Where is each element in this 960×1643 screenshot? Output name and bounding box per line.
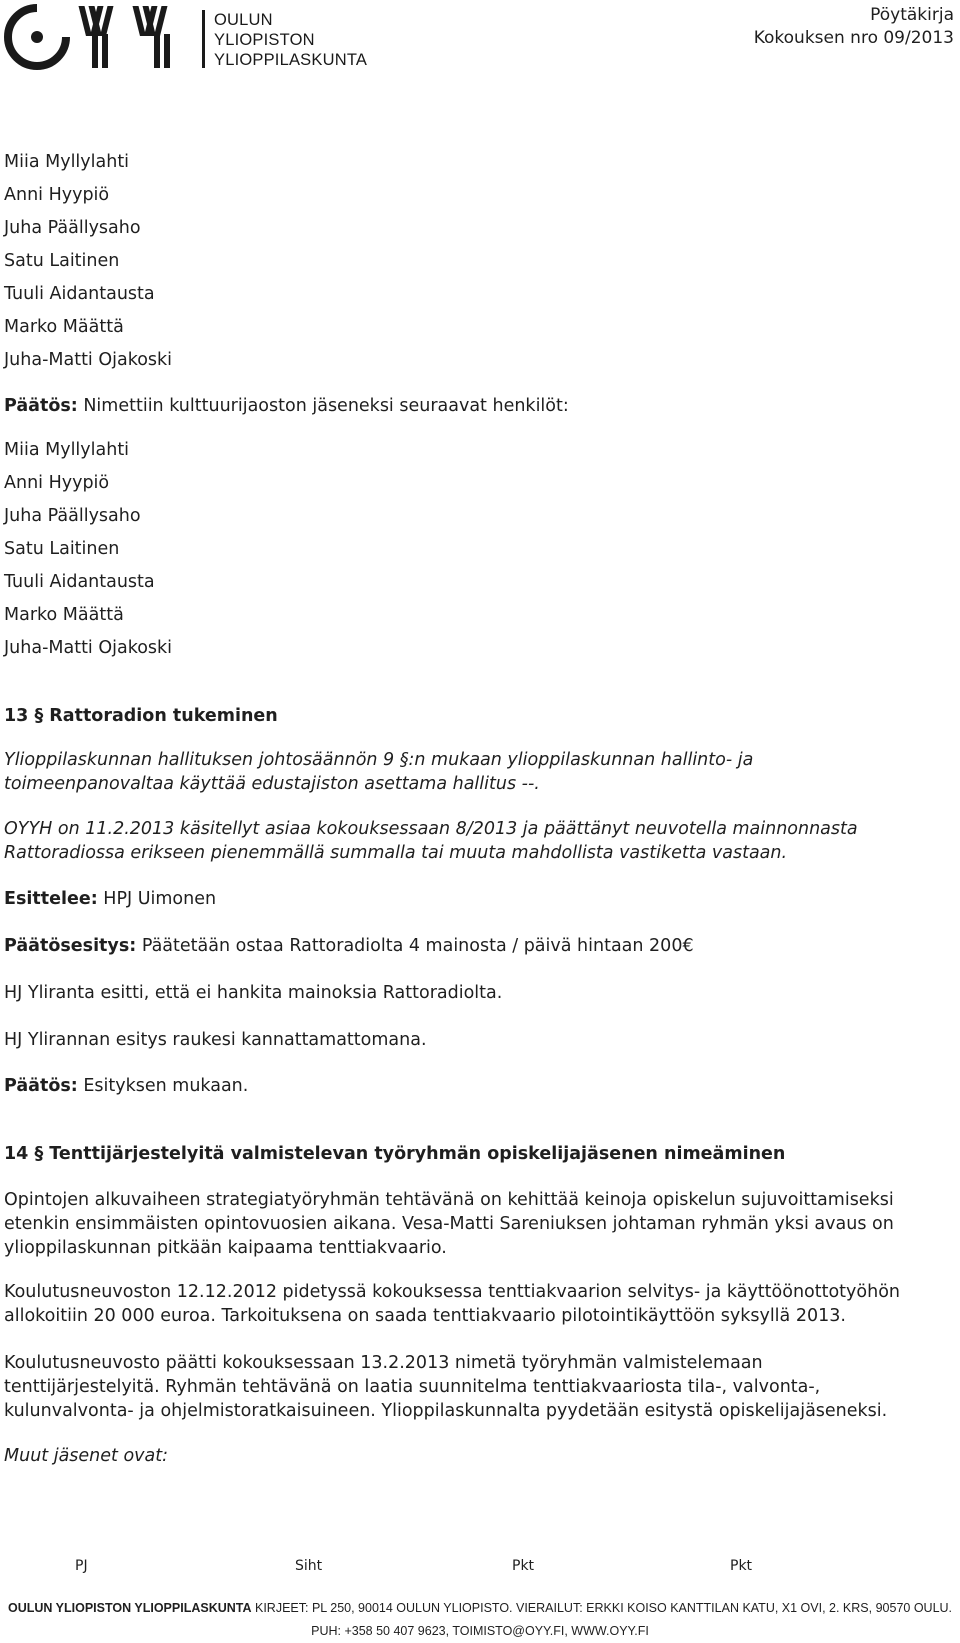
signature-siht: Siht (295, 1558, 323, 1574)
signature-pkt: Pkt (512, 1558, 535, 1574)
logo-divider (202, 10, 205, 68)
section-14-others: Muut jäsenet ovat: (4, 1446, 169, 1466)
list-item: Juha Päällysaho (4, 506, 141, 526)
list-item: Juha-Matti Ojakoski (4, 638, 173, 658)
decision-text: Nimettiin kulttuurijaoston jäseneksi seuraavat henkilöt: (77, 396, 569, 416)
list-item: Anni Hyypiö (4, 185, 110, 205)
list-item: Juha Päällysaho (4, 218, 141, 238)
section-14-para3-line: kulunvalvonta- ja ohjelmistoratkaisuineen. Ylioppilaskunnalta pyydetään esitystä opiskelijajäseneksi. (4, 1401, 888, 1421)
footer-contact: PUH: +358 50 407 9623, TOIMISTO@OYY.FI, WWW.OYY.FI (311, 1624, 649, 1638)
section-13-motion: HJ Yliranta esitti, että ei hankita mainoksia Rattoradiolta. (4, 983, 503, 1003)
oyy-logo (4, 4, 368, 70)
section-14-heading: 14 § Tenttijärjestelyitä valmistelevan työryhmän opiskelijajäsenen nimeäminen (4, 1144, 786, 1164)
logo-text-line: YLIOPPILASKUNTA (214, 51, 368, 69)
decision-kulttuurijaosto (4, 396, 569, 416)
meeting-number: Kokouksen nro 09/2013 (753, 28, 954, 48)
proposal-label: Päätösesitys: (4, 936, 137, 956)
section-13-presenter (4, 889, 216, 909)
section-13-proposal (4, 936, 694, 956)
section-13-intro-line: toimeenpanovaltaa käyttää edustajiston asettama hallitus --. (4, 774, 540, 794)
list-item: Miia Myllylahti (4, 440, 130, 460)
list-item: Miia Myllylahti (4, 152, 130, 172)
list-item: Tuuli Aidantausta (4, 572, 155, 592)
section-13-heading: 13 § Rattoradion tukeminen (4, 706, 278, 726)
logo-text-line: YLIOPISTON (214, 31, 315, 49)
section-13-background-line: OYYH on 11.2.2013 käsitellyt asiaa kokouksessaan 8/2013 ja päättänyt neuvotella mainnonnasta (4, 819, 858, 839)
footer-org-name: OULUN YLIOPISTON YLIOPPILASKUNTA (7, 1601, 252, 1615)
presenter-label: Esittelee: (4, 889, 98, 909)
decision-label: Päätös: (4, 396, 78, 416)
section-14-para3-line: tenttijärjestelyitä. Ryhmän tehtävänä on laatia suunnitelma tenttiakvaariosta tila-, valvonta-, (4, 1377, 821, 1397)
section-14-para1-line: etenkin ensimmäisten opintovuosien aikana. Vesa-Matti Sareniuksen johtaman ryhmän yksi avaus on (4, 1214, 894, 1234)
list-item: Marko Määttä (4, 605, 124, 625)
section-14-para1-line: ylioppilaskunnan pitkään kaipaama tenttiakvaario. (4, 1238, 447, 1258)
section-13-intro-line: Ylioppilaskunnan hallituksen johtosäännön 9 §:n mukaan ylioppilaskunnan hallinto- ja (4, 750, 754, 770)
section-13-background-line: Rattoradiossa erikseen pienemmällä summalla tai muuta mahdollista vastiketta vastaan. (4, 843, 788, 863)
logo-text (214, 10, 367, 70)
document-type: Pöytäkirja (870, 5, 954, 25)
section-14-para2-line: allokoitiin 20 000 euroa. Tarkoituksena on saada tenttiakvaario pilotointikäyttöön syksyllä 2013. (4, 1306, 846, 1326)
signature-pj: PJ (75, 1558, 88, 1574)
presenter-name: HPJ Uimonen (97, 889, 217, 909)
section-14-para3-line: Koulutusneuvosto päätti kokouksessaan 13.2.2013 nimetä työryhmän valmistelemaan (4, 1353, 763, 1373)
organization-footer (0, 1597, 960, 1643)
proposal-text: Päätetään ostaa Rattoradiolta 4 mainosta / päivä hintaan 200€ (136, 936, 694, 956)
footer-address-line (0, 1597, 960, 1620)
document-header-info (754, 4, 954, 50)
section-14-para1-line: Opintojen alkuvaiheen strategiatyöryhmän tehtävänä on kehittää keinoja opiskelun sujuvoittamiseksi (4, 1190, 894, 1210)
decision-label: Päätös: (4, 1076, 78, 1096)
section-13-motion-result: HJ Ylirannan esitys raukesi kannattamattomana. (4, 1030, 427, 1050)
decision-text: Esityksen mukaan. (77, 1076, 249, 1096)
list-item: Anni Hyypiö (4, 473, 110, 493)
logo-text-line: OULUN (214, 11, 273, 29)
oyy-logo-mark (4, 4, 190, 70)
list-item: Satu Laitinen (4, 539, 120, 559)
list-item: Juha-Matti Ojakoski (4, 350, 173, 370)
list-item: Marko Määttä (4, 317, 124, 337)
section-13-decision (4, 1076, 248, 1096)
list-item: Tuuli Aidantausta (4, 284, 155, 304)
section-14-para2-line: Koulutusneuvoston 12.12.2012 pidetyssä kokouksessa tenttiakvaarion selvitys- ja käyttöönottotyöhön (4, 1282, 900, 1302)
list-item: Satu Laitinen (4, 251, 120, 271)
footer-address: KIRJEET: PL 250, 90014 OULUN YLIOPISTO. VIERAILUT: ERKKI KOISO KANTTILAN KATU, X1 OVI, 2. KRS, 90570 OULU. (251, 1601, 953, 1615)
signature-pkt: Pkt (730, 1558, 753, 1574)
